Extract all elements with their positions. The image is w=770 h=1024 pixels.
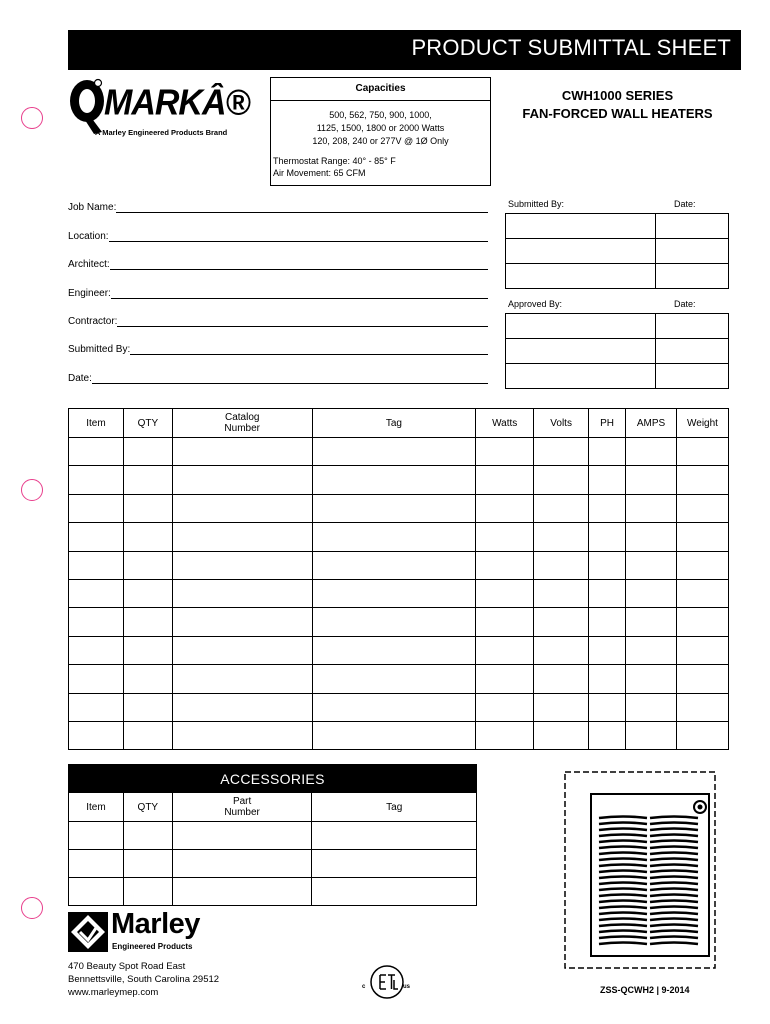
grille-louver <box>650 877 698 879</box>
grille-louver <box>599 883 647 885</box>
accessories-header-row <box>69 793 477 822</box>
grille-louver <box>650 865 698 867</box>
items-table-cell[interactable] <box>676 438 728 466</box>
accessories-table-cell[interactable] <box>69 878 124 906</box>
marley-diamond-icon <box>68 912 108 952</box>
items-table-cell[interactable] <box>123 551 172 579</box>
grille-louver <box>650 823 698 825</box>
col-header-tag: Tag <box>312 409 476 438</box>
items-table-cell[interactable] <box>123 721 172 749</box>
punch-hole-top <box>21 107 43 129</box>
items-table-cell[interactable] <box>676 608 728 636</box>
items-table-row <box>69 523 729 551</box>
job-name-field[interactable] <box>68 199 488 213</box>
submitted-date-cell[interactable] <box>656 264 728 288</box>
items-table-cell[interactable] <box>312 523 476 551</box>
accessories-heading: ACCESSORIES <box>68 764 477 792</box>
items-table-cell[interactable] <box>626 523 677 551</box>
accessories-table-cell[interactable] <box>172 878 312 906</box>
items-table-cell[interactable] <box>626 579 677 607</box>
items-table-cell[interactable] <box>123 523 172 551</box>
grille-louver <box>650 889 698 891</box>
punch-hole-bottom <box>21 897 43 919</box>
col-header-ph: PH <box>589 409 626 438</box>
acc-col-header-part: Part Number <box>172 793 312 822</box>
engineer-field[interactable] <box>68 285 488 299</box>
air-movement: Air Movement: 65 CFM <box>273 168 366 178</box>
items-table-cell[interactable] <box>534 579 589 607</box>
items-table-cell[interactable] <box>534 466 589 494</box>
approved-by-heading: Approved By: <box>508 299 563 309</box>
cert-us-label: us <box>403 984 411 990</box>
items-table-row <box>69 608 729 636</box>
items-table-cell[interactable] <box>312 693 476 721</box>
page-title: PRODUCT SUBMITTAL SHEET <box>411 35 731 60</box>
col-header-volts: Volts <box>534 409 589 438</box>
items-table-cell[interactable] <box>123 494 172 522</box>
grille-louver <box>650 817 698 819</box>
job-name-label: Job Name: <box>68 202 117 213</box>
items-table-cell[interactable] <box>312 665 476 693</box>
grille-louver <box>599 925 647 927</box>
items-table-cell[interactable] <box>69 438 124 466</box>
grille-louver <box>599 901 647 903</box>
items-table-cell[interactable] <box>123 438 172 466</box>
items-table-cell[interactable] <box>123 665 172 693</box>
items-table-cell[interactable] <box>676 636 728 664</box>
items-table-cell[interactable] <box>172 466 312 494</box>
approved-date-cell[interactable] <box>656 364 728 388</box>
punch-hole-middle <box>21 479 43 501</box>
address-line-2: Bennettsville, South Carolina 29512 <box>68 974 220 985</box>
accessories-table-cell[interactable] <box>123 878 172 906</box>
grille-louver <box>599 913 647 915</box>
grille-louver <box>599 889 647 891</box>
grille-louver <box>650 907 698 909</box>
contractor-field[interactable] <box>68 313 488 327</box>
items-table-cell[interactable] <box>534 636 589 664</box>
grille-louver <box>650 853 698 855</box>
grille-louver <box>599 907 647 909</box>
location-field[interactable] <box>68 228 488 242</box>
items-table-cell[interactable] <box>676 579 728 607</box>
grille-louver <box>650 883 698 885</box>
items-table-cell[interactable] <box>534 438 589 466</box>
col-header-watts: Watts <box>476 409 534 438</box>
marley-wordmark: Marley <box>111 908 200 940</box>
approved-name-cell[interactable] <box>506 314 656 338</box>
capacities-watts-2: 1125, 1500, 1800 or 2000 Watts <box>316 123 445 133</box>
items-table-cell[interactable] <box>69 608 124 636</box>
items-table-cell[interactable] <box>676 665 728 693</box>
approved-signoff-grid <box>505 313 729 389</box>
items-table-cell[interactable] <box>626 608 677 636</box>
items-table-cell[interactable] <box>69 693 124 721</box>
items-table-cell[interactable] <box>172 523 312 551</box>
approved-name-cell[interactable] <box>506 364 656 388</box>
acc-col-header-tag: Tag <box>312 793 477 822</box>
items-table-cell[interactable] <box>312 608 476 636</box>
accessories-table-cell[interactable] <box>123 850 172 878</box>
grille-louver <box>599 817 647 819</box>
submitted-by-field[interactable] <box>68 341 488 355</box>
items-table-cell[interactable] <box>172 721 312 749</box>
grille-louver <box>599 853 647 855</box>
accessories-table-cell[interactable] <box>312 878 477 906</box>
items-table-cell[interactable] <box>476 579 534 607</box>
series-title <box>500 87 735 123</box>
architect-field[interactable] <box>68 256 488 270</box>
grille-louver <box>599 919 647 921</box>
items-table-cell[interactable] <box>69 523 124 551</box>
items-table-cell[interactable] <box>312 636 476 664</box>
items-table-row <box>69 466 729 494</box>
items-table-row <box>69 551 729 579</box>
items-table-cell[interactable] <box>589 551 626 579</box>
accessories-table-cell[interactable] <box>312 822 477 850</box>
items-table-cell[interactable] <box>476 494 534 522</box>
items-table-cell[interactable] <box>172 636 312 664</box>
grille-louver <box>650 829 698 831</box>
grille-louver <box>599 865 647 867</box>
marley-logo <box>68 908 208 954</box>
items-table-cell[interactable] <box>172 579 312 607</box>
col-header-catalog: Catalog Number <box>172 409 312 438</box>
items-table-cell[interactable] <box>676 494 728 522</box>
grille-louver <box>650 859 698 861</box>
submitted-date-cell[interactable] <box>656 239 728 263</box>
contractor-label: Contractor: <box>68 316 118 327</box>
items-table-cell[interactable] <box>626 665 677 693</box>
items-table-cell[interactable] <box>626 551 677 579</box>
items-table-cell[interactable] <box>676 466 728 494</box>
items-table-cell[interactable] <box>476 523 534 551</box>
items-table-cell[interactable] <box>626 693 677 721</box>
accessories-table <box>68 792 477 906</box>
items-table-cell[interactable] <box>626 636 677 664</box>
address-line-1: 470 Beauty Spot Road East <box>68 961 186 972</box>
company-address <box>68 960 219 999</box>
grille-louver <box>650 901 698 903</box>
items-table-cell[interactable] <box>676 551 728 579</box>
architect-label: Architect: <box>68 259 110 270</box>
items-table-row <box>69 438 729 466</box>
items-table-cell[interactable] <box>534 494 589 522</box>
grille-louver <box>650 895 698 897</box>
items-table-cell[interactable] <box>123 466 172 494</box>
grille-louver <box>650 835 698 837</box>
website-link[interactable]: www.marleymep.com <box>68 987 159 998</box>
items-table-cell[interactable] <box>172 665 312 693</box>
items-table-cell[interactable] <box>589 438 626 466</box>
grille-louver <box>599 859 647 861</box>
items-table-cell[interactable] <box>589 466 626 494</box>
items-table-row <box>69 494 729 522</box>
items-table-cell[interactable] <box>123 636 172 664</box>
grille-louver <box>599 835 647 837</box>
marley-subtitle: Engineered Products <box>112 942 193 951</box>
accessories-table-row <box>69 850 477 878</box>
grille-louver <box>650 841 698 843</box>
items-table-row <box>69 721 729 749</box>
items-table-row <box>69 636 729 664</box>
capacities-watts-1: 500, 562, 750, 900, 1000, <box>329 110 432 120</box>
submitted-signoff-grid <box>505 213 729 289</box>
grille-louver <box>599 895 647 897</box>
col-header-amps: AMPS <box>626 409 677 438</box>
items-table-cell[interactable] <box>476 438 534 466</box>
approved-date-heading: Date: <box>674 299 696 309</box>
items-table-cell[interactable] <box>676 693 728 721</box>
items-table-cell[interactable] <box>312 494 476 522</box>
grille-louver <box>599 871 647 873</box>
items-table-cell[interactable] <box>172 551 312 579</box>
accessories-table-cell[interactable] <box>312 850 477 878</box>
items-table-cell[interactable] <box>69 665 124 693</box>
capacities-voltage: 120, 208, 240 or 277V @ 1Ø Only <box>312 136 449 146</box>
items-table-cell[interactable] <box>172 494 312 522</box>
grille-louver <box>650 931 698 933</box>
items-table-cell[interactable] <box>69 551 124 579</box>
items-table-cell[interactable] <box>534 721 589 749</box>
heater-illustration <box>555 770 720 980</box>
items-table-cell[interactable] <box>312 466 476 494</box>
accessories-table-row <box>69 822 477 850</box>
etl-certification-icon <box>362 962 412 1002</box>
items-table-cell[interactable] <box>476 665 534 693</box>
accessories-table-cell[interactable] <box>172 850 312 878</box>
grille-louver <box>599 841 647 843</box>
grille-louver <box>650 943 698 945</box>
submitted-name-cell[interactable] <box>506 214 656 238</box>
date-field[interactable] <box>68 370 488 384</box>
accessories-table-cell[interactable] <box>69 850 124 878</box>
items-table-cell[interactable] <box>534 608 589 636</box>
items-table-cell[interactable] <box>312 579 476 607</box>
accessories-table-cell[interactable] <box>123 822 172 850</box>
grille-louver <box>599 931 647 933</box>
items-table-cell[interactable] <box>69 579 124 607</box>
items-table-cell[interactable] <box>626 494 677 522</box>
items-table-cell[interactable] <box>69 494 124 522</box>
col-header-qty: QTY <box>123 409 172 438</box>
qmark-logo <box>68 76 250 140</box>
items-table-cell[interactable] <box>534 551 589 579</box>
grille-louver <box>599 877 647 879</box>
items-table-cell[interactable] <box>534 523 589 551</box>
items-table-cell[interactable] <box>626 466 677 494</box>
grille-louver <box>599 829 647 831</box>
thermostat-range: Thermostat Range: 40° - 85° F <box>273 156 396 166</box>
items-table-cell[interactable] <box>589 636 626 664</box>
items-table-cell[interactable] <box>534 693 589 721</box>
items-table-cell[interactable] <box>676 523 728 551</box>
items-table-cell[interactable] <box>476 693 534 721</box>
col-header-weight: Weight <box>676 409 728 438</box>
items-table-cell[interactable] <box>123 579 172 607</box>
grille-louver <box>650 919 698 921</box>
items-table-cell[interactable] <box>476 636 534 664</box>
capacities-heading: Capacities <box>271 78 490 101</box>
acc-col-header-item: Item <box>69 793 124 822</box>
items-header-row <box>69 409 729 438</box>
items-table-cell[interactable] <box>589 494 626 522</box>
items-table-cell[interactable] <box>589 608 626 636</box>
brand-tagline: A Marley Engineered Products Brand <box>95 128 228 137</box>
items-table-cell[interactable] <box>676 721 728 749</box>
items-table-cell[interactable] <box>589 693 626 721</box>
approved-name-cell[interactable] <box>506 339 656 363</box>
grille-louver <box>650 847 698 849</box>
approved-date-cell[interactable] <box>656 339 728 363</box>
items-table-cell[interactable] <box>69 636 124 664</box>
grille-louver <box>650 871 698 873</box>
grille-louver <box>650 937 698 939</box>
items-table-row <box>69 665 729 693</box>
grille-louver <box>599 937 647 939</box>
items-table-cell[interactable] <box>312 438 476 466</box>
document-code: ZSS-QCWH2 | 9-2014 <box>600 985 690 995</box>
items-table-cell[interactable] <box>534 665 589 693</box>
series-line-1: CWH1000 SERIES <box>561 88 674 103</box>
items-table-cell[interactable] <box>626 721 677 749</box>
items-table-cell[interactable] <box>123 608 172 636</box>
cert-c-label: c <box>362 984 366 990</box>
items-table-cell[interactable] <box>69 721 124 749</box>
submitted-date-cell[interactable] <box>656 214 728 238</box>
submitted-by-heading: Submitted By: <box>508 199 565 209</box>
items-table-cell[interactable] <box>589 523 626 551</box>
items-table-cell[interactable] <box>312 551 476 579</box>
date-label: Date: <box>68 373 92 384</box>
capacities-box <box>270 77 491 186</box>
title-bar <box>68 30 741 70</box>
submitted-by-label: Submitted By: <box>68 344 131 355</box>
grille-louver <box>599 823 647 825</box>
submitted-name-cell[interactable] <box>506 264 656 288</box>
items-table-cell[interactable] <box>172 438 312 466</box>
items-table-cell[interactable] <box>69 466 124 494</box>
items-table-cell[interactable] <box>589 579 626 607</box>
accessories-table-cell[interactable] <box>172 822 312 850</box>
items-table-cell[interactable] <box>589 721 626 749</box>
submitted-date-heading: Date: <box>674 199 696 209</box>
grille-louver <box>650 925 698 927</box>
accessories-table-cell[interactable] <box>69 822 124 850</box>
accessories-table-row <box>69 878 477 906</box>
approved-date-cell[interactable] <box>656 314 728 338</box>
series-line-2: FAN-FORCED WALL HEATERS <box>522 106 713 121</box>
items-table-cell[interactable] <box>312 721 476 749</box>
items-table-cell[interactable] <box>123 693 172 721</box>
grille-louver <box>599 847 647 849</box>
submitted-name-cell[interactable] <box>506 239 656 263</box>
items-table-row <box>69 579 729 607</box>
engineer-label: Engineer: <box>68 288 111 299</box>
col-header-item: Item <box>69 409 124 438</box>
items-table-cell[interactable] <box>476 551 534 579</box>
items-table-row <box>69 693 729 721</box>
location-label: Location: <box>68 231 109 242</box>
grille-louver <box>599 943 647 945</box>
items-table-cell[interactable] <box>476 466 534 494</box>
qmark-wordmark: MARKÂ® <box>104 83 250 123</box>
items-table-cell[interactable] <box>626 438 677 466</box>
items-table-cell[interactable] <box>172 608 312 636</box>
items-table-cell[interactable] <box>589 665 626 693</box>
items-table-cell[interactable] <box>476 608 534 636</box>
grille-louver <box>650 913 698 915</box>
items-table <box>68 408 729 750</box>
items-table-cell[interactable] <box>476 721 534 749</box>
items-table-cell[interactable] <box>172 693 312 721</box>
acc-col-header-qty: QTY <box>123 793 172 822</box>
